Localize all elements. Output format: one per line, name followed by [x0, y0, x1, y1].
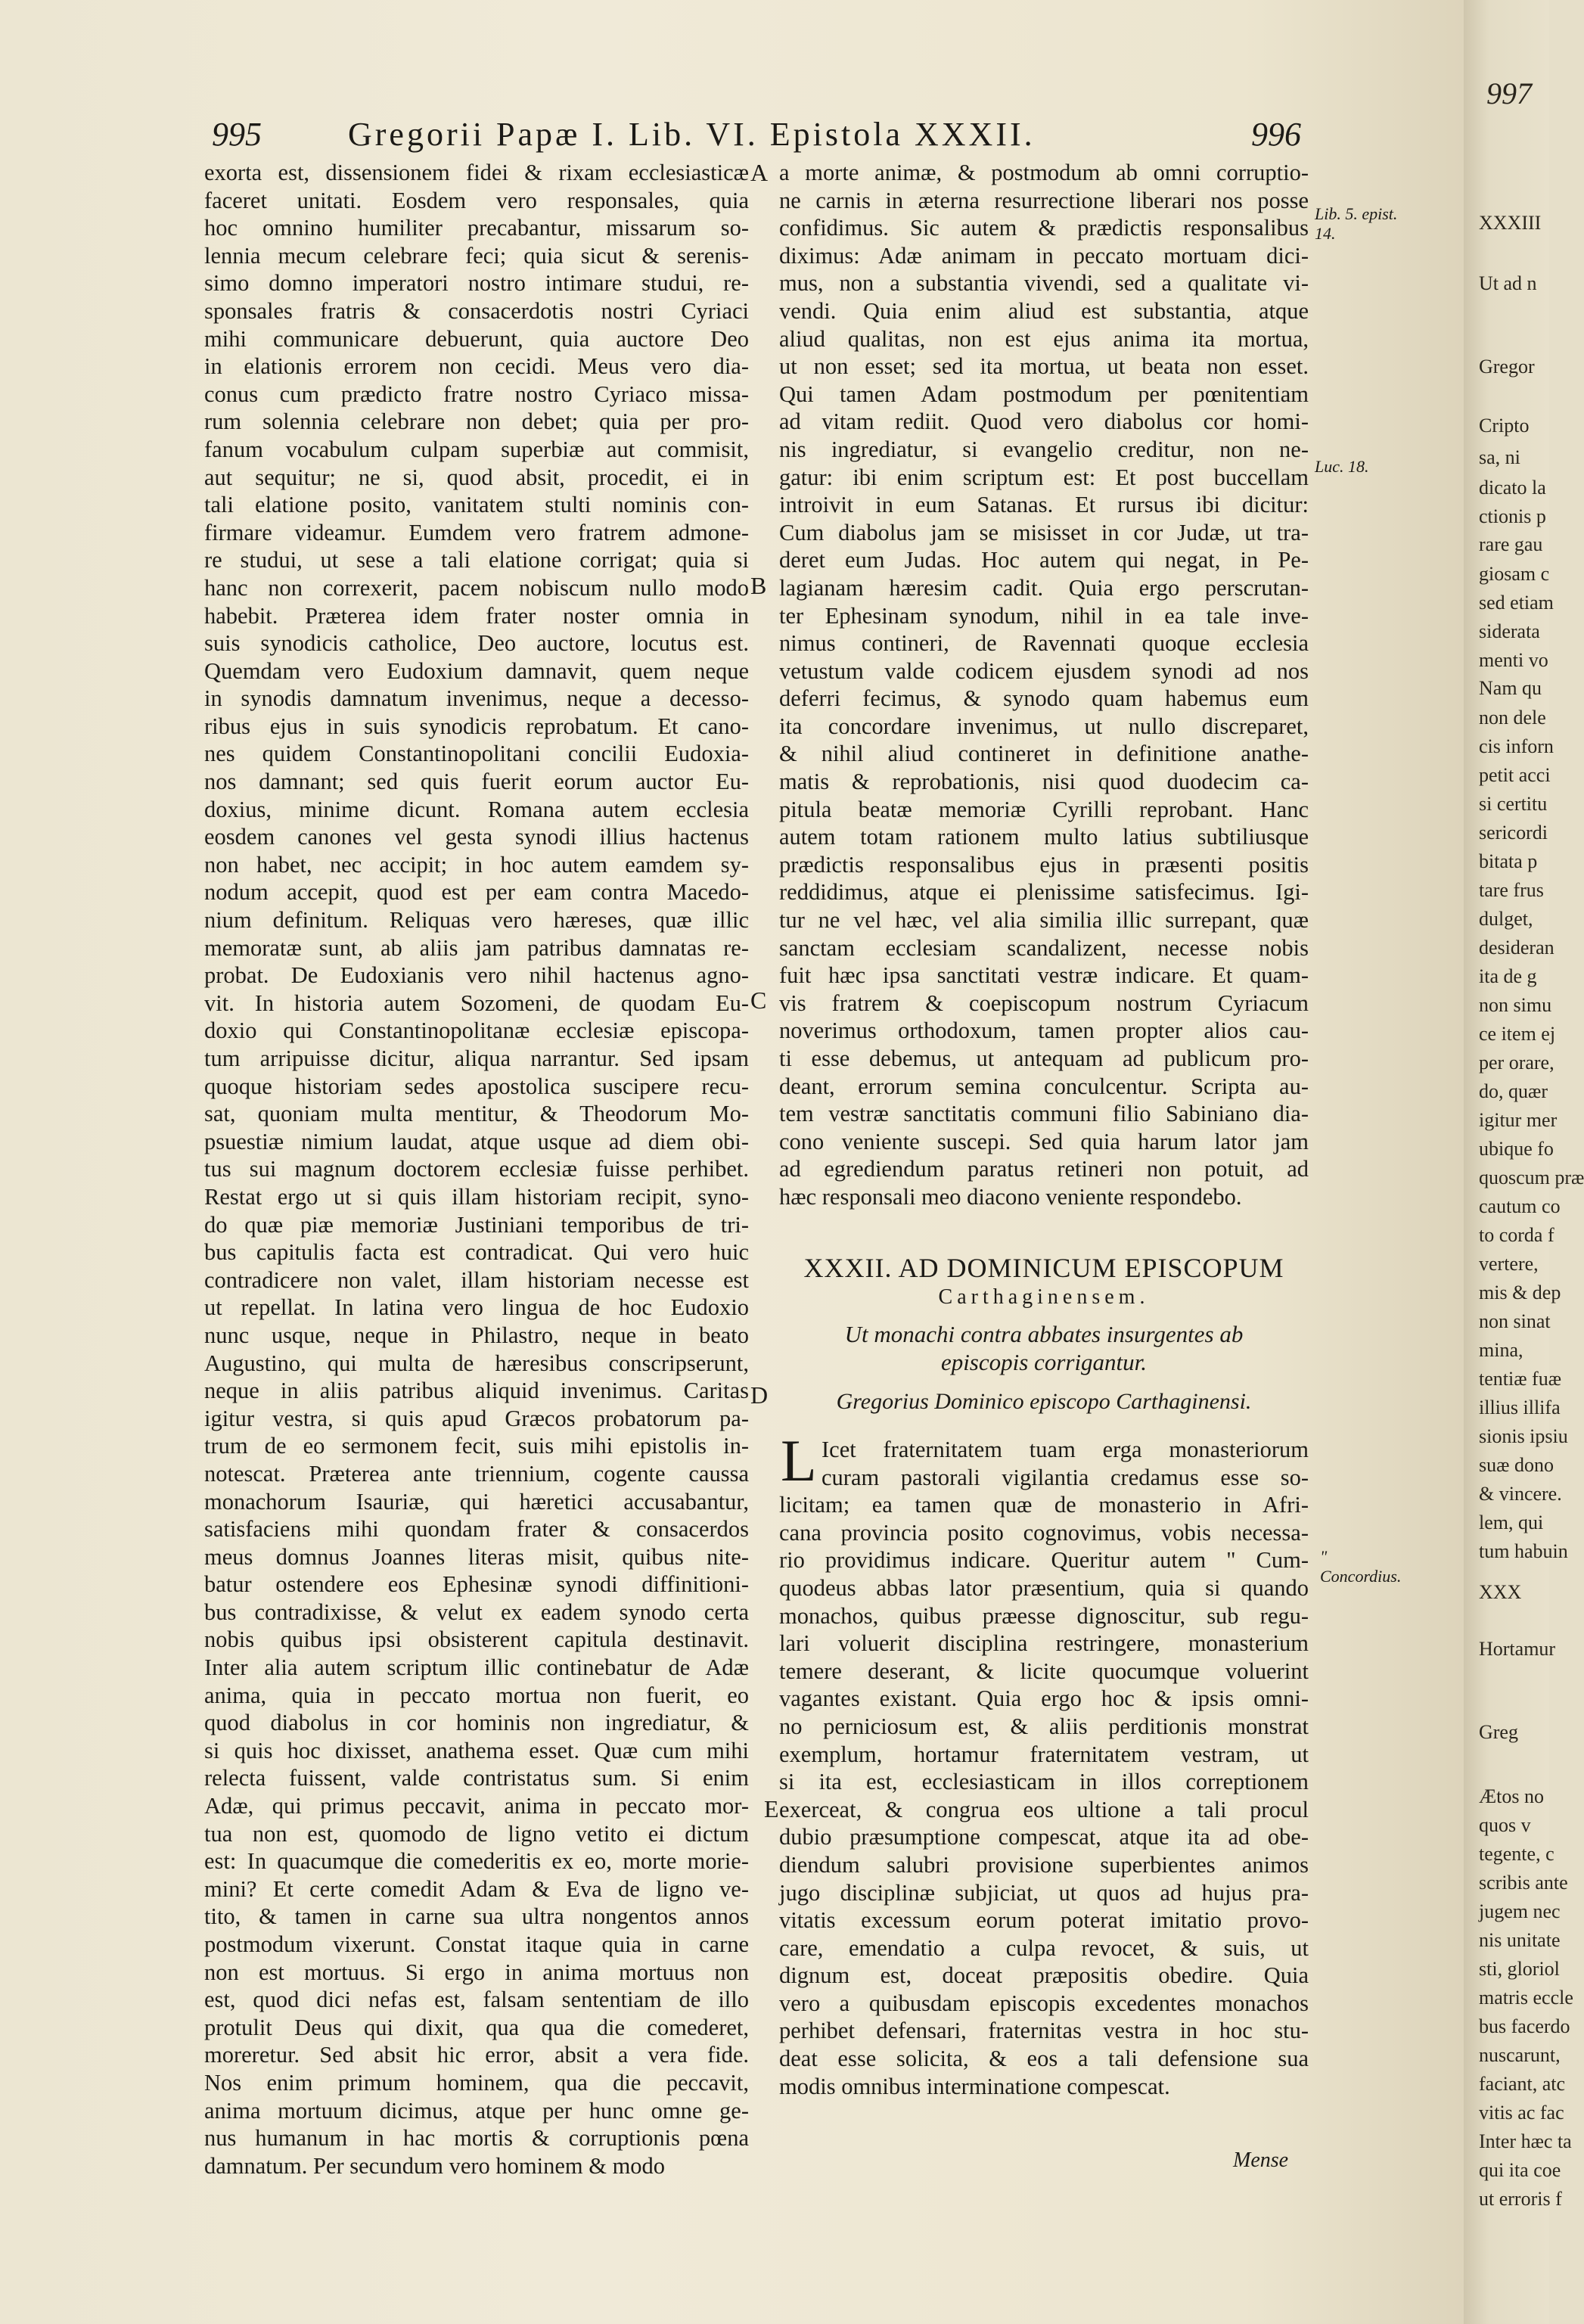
- text-line: modis omnibus interminatione compescat.: [779, 2073, 1170, 2099]
- text-line: sat, quoniam multa mentitur, & Theodorum Mo-: [204, 1101, 749, 1127]
- adjacent-page-line: Inter hæc ta: [1479, 2130, 1572, 2152]
- summary-line: episcopis corrigantur.: [940, 1349, 1148, 1375]
- adjacent-page-line: sionis ipsiu: [1479, 1425, 1568, 1447]
- text-line: ita concordare invenimus, ut nullo discreparet,: [779, 713, 1309, 739]
- section-mark-d: D: [750, 1381, 769, 1409]
- letter-summary: [779, 1320, 1309, 1376]
- text-line: ad egrediendum paratus retineri non potuit, ad: [779, 1156, 1309, 1182]
- adjacent-page-line: tentiæ fuæ: [1479, 1368, 1562, 1390]
- adjacent-page-line: XXXIII: [1479, 212, 1542, 234]
- text-line: reddidimus, atque ei plenissime satisfecimus. Igi-: [779, 879, 1309, 906]
- text-line: vetustum valde codicem ejusdem synodi ad nos: [779, 657, 1309, 684]
- text-line: sponsales fratris & consacerdotis nostri Cyriaci: [204, 297, 749, 324]
- text-line: monachorum Isauriæ, qui hæretici accusabantur,: [204, 1488, 749, 1515]
- text-line: do quæ piæ memoriæ Justiniani temporibus de tri-: [204, 1211, 749, 1238]
- adjacent-page-line: tare frus: [1479, 879, 1544, 901]
- text-line: dignum est, doceat præpositis obedire. Quia: [779, 1962, 1309, 1989]
- adjacent-page-line: rare gau: [1479, 533, 1543, 555]
- text-line: eosdem canones vel gesta synodi illius hactenus: [204, 824, 749, 850]
- text-line: memoratæ sunt, ab aliis jam patribus damnatas re-: [204, 934, 749, 961]
- text-line: exerceat, & congrua eos ultione a tali procul: [779, 1796, 1309, 1822]
- text-line: vit. In historia autem Sozomeni, de quodam Eu-: [204, 990, 749, 1016]
- text-line: Nos enim primum hominem, qua die peccavit,: [204, 2069, 749, 2096]
- text-line: relecta fuissent, valde contristatus sum. Si enim: [204, 1765, 749, 1791]
- adjacent-page-line: Gregor: [1479, 356, 1535, 377]
- text-line: Cum diabolus jam se misisset in cor Judæ, ut tra-: [779, 519, 1309, 545]
- adjacent-page-line: per orare,: [1479, 1052, 1554, 1073]
- text-line: quod diabolus in cor hominis non ingrediatur, &: [204, 1710, 749, 1736]
- adjacent-page-line: giosam c: [1479, 563, 1550, 585]
- adjacent-page-line: ut erroris f: [1479, 2188, 1562, 2210]
- text-line: nodum accepit, quod est per eam contra Macedo-: [204, 879, 749, 906]
- text-line: est, quod dici nefas est, falsam sententiam de illo: [204, 1987, 749, 2013]
- text-line: si quis hoc dixisset, anathema esset. Quæ cum mihi: [204, 1737, 749, 1763]
- adjacent-page-line: suæ dono: [1479, 1454, 1554, 1476]
- section-mark-a: A: [750, 159, 769, 186]
- text-line: deat esse solicita, & eos a tali defensione sua: [779, 2046, 1309, 2072]
- adjacent-page-line: vertere,: [1479, 1253, 1539, 1275]
- text-line: vero a quibusdam episcopis excedentes monachos: [779, 1990, 1309, 2016]
- text-line: deret eum Judas. Hoc autem qui negat, in Pe-: [779, 547, 1309, 573]
- text-line: quodeus abbas lator præsentium, quia si quando: [779, 1574, 1309, 1601]
- adjacent-page-line: Ut ad n: [1479, 272, 1537, 294]
- text-line: igitur vestra, si quis apud Græcos probatorum pa-: [204, 1405, 749, 1431]
- text-line: tus sui magnum doctorem ecclesiæ fuisse perhibet.: [204, 1156, 749, 1182]
- text-line: jugo disciplinæ subjiciat, ut quos ad hujus pra-: [779, 1879, 1309, 1906]
- text-line: prædictis responsalibus ejus in præsenti positis: [779, 851, 1309, 878]
- text-line: Icet fraternitatem tuam erga monasteriorum: [822, 1437, 1309, 1462]
- text-line: nus humanum in hac mortis & corruptionis pœna: [204, 2125, 749, 2152]
- text-line: exemplum, hortamur fraternitatem vestram, ut: [779, 1741, 1309, 1767]
- letter-body: [779, 1428, 1309, 2100]
- text-line: anima mortuum dicimus, atque per hunc omne ge-: [204, 2097, 749, 2124]
- text-line: probat. De Eudoxianis vero nihil hactenus agno-: [204, 962, 749, 989]
- text-line: vitatis excessum eorum poterat imitatio provo-: [779, 1907, 1309, 1934]
- text-line: nes quidem Constantinopolitani concilii Eudoxia-: [204, 741, 749, 767]
- text-line: ne carnis in æterna resurrectione liberari nos posse: [779, 187, 1309, 213]
- section-mark-c: C: [750, 986, 767, 1014]
- text-line: confidimus. Sic autem & prædictis responsalibus: [779, 215, 1309, 241]
- adjacent-page-line: non dele: [1479, 707, 1546, 729]
- text-line: ti esse debemus, ut antequam ad publicum pro-: [779, 1045, 1309, 1071]
- margin-note-luc: Luc. 18.: [1315, 457, 1369, 476]
- text-line: ter Ephesinam synodum, nihil in ea tale inve-: [779, 602, 1309, 629]
- text-line: perhibet defensari, fraternitas vestra in hoc stu-: [779, 2018, 1309, 2044]
- text-line: & nihil aliud contineret in definitione anathe-: [779, 741, 1309, 767]
- adjacent-page-line: matris eccle: [1479, 1987, 1573, 2009]
- text-line: diendum salubri provisione superbientes animos: [779, 1851, 1309, 1878]
- text-line: notescat. Præterea ante triennium, cogente caussa: [204, 1460, 749, 1487]
- text-line: simo domno imperatori nostro intimare studui, re-: [204, 270, 749, 297]
- adjacent-page-line: Ætos no: [1479, 1785, 1544, 1807]
- adjacent-page-line: non sinat: [1479, 1310, 1551, 1332]
- text-line: hanc non correxerit, pacem nobiscum nullo modo: [204, 574, 749, 601]
- text-line: sanctam ecclesiam scandalizent, necesse nobis: [779, 934, 1309, 961]
- text-line: Qui tamen Adam postmodum per pœnitentiam: [779, 381, 1309, 407]
- adjacent-page-line: dicato la: [1479, 477, 1546, 499]
- adjacent-page-line: nis unitate: [1479, 1929, 1561, 1951]
- adjacent-page-number: 997: [1486, 76, 1532, 110]
- text-line: gatur: ibi enim scriptum est: Et post buccellam: [779, 464, 1309, 490]
- adjacent-page-line: lem, qui: [1479, 1512, 1544, 1533]
- adjacent-page-line: petit acci: [1479, 764, 1551, 786]
- text-line: tali elatione posito, vanitatem stulti nominis con-: [204, 492, 749, 518]
- adjacent-page-line: menti vo: [1479, 649, 1548, 671]
- adjacent-page-line: siderata: [1479, 620, 1540, 642]
- text-line: non habet, nec accipit; in hoc autem eamdem sy-: [204, 851, 749, 878]
- text-line: matis & reprobationis, nisi quod duodecim ca-: [779, 769, 1309, 795]
- adjacent-page-line: qui ita coe: [1479, 2159, 1561, 2181]
- adjacent-page-line: XXX: [1479, 1581, 1522, 1603]
- text-line: introivit in eum Satanas. Et rursus ibi dicitur:: [779, 492, 1309, 518]
- text-line: tur ne vel hæc, vel alia similia illic surrepant, quæ: [779, 907, 1309, 934]
- text-line: moreretur. Sed absit hic error, absit a vera fide.: [204, 2042, 749, 2068]
- text-line: tum arripuisse dicitur, aliqua narrantur. Sed ipsam: [204, 1045, 749, 1071]
- text-line: Inter alia autem scriptum illic continebatur de Adæ: [204, 1654, 749, 1681]
- text-line: nis ingrediatur, si evangelio creditur, non ne-: [779, 436, 1309, 462]
- text-line: bus capitulis facta est contradicat. Qui vero huic: [204, 1239, 749, 1266]
- text-line: cana provincia posito cognovimus, vobis necessa-: [779, 1519, 1309, 1546]
- page-header: [212, 104, 1301, 157]
- adjacent-page-line: quoscum præ: [1479, 1167, 1584, 1188]
- text-line: noverimus orthodoxum, tamen propter alios cau-: [779, 1018, 1309, 1044]
- left-column-text: [204, 159, 749, 2180]
- adjacent-page-line: Hortamur: [1479, 1638, 1556, 1660]
- drop-initial: L: [781, 1428, 817, 1493]
- text-line: mihi communicare debuerunt, quia auctore Deo: [204, 325, 749, 352]
- text-line: in elationis errorem non cecidi. Meus vero dia-: [204, 353, 749, 380]
- adjacent-page-line: jugem nec: [1479, 1900, 1561, 1922]
- adjacent-page-line: tum habuin: [1479, 1540, 1568, 1562]
- text-line: nium definitum. Reliquas vero hæreses, quæ illic: [204, 907, 749, 934]
- letter-heading: [779, 1252, 1309, 1310]
- margin-note-lib: Lib. 5. epist. 14.: [1315, 204, 1398, 243]
- catchword: Mense: [1233, 2148, 1289, 2172]
- text-line: mus, non a substantia vivendi, sed a qualitate vi-: [779, 270, 1309, 297]
- text-line: anima, quia in peccato mortua non fuerit, eo: [204, 1682, 749, 1708]
- text-line: suis synodicis catholice, Deo auctore, locutus est.: [204, 630, 749, 657]
- text-line: Adæ, qui primus peccavit, anima in peccato mor-: [204, 1793, 749, 1819]
- text-line: nimus contineri, de Ravennati quoque ecclesia: [779, 630, 1309, 657]
- text-line: lennia mecum celebrare feci; quia sicut & serenis-: [204, 242, 749, 269]
- text-line: no perniciosum est, & aliis perditionis monstrat: [779, 1713, 1309, 1739]
- adjacent-page-line: bus facerdo: [1479, 2015, 1570, 2037]
- adjacent-page-line: Cripto: [1479, 415, 1530, 437]
- running-title: Gregorii Papæ I. Lib. VI. Epistola XXXII.: [348, 116, 1036, 153]
- text-line: aliud qualitas, non est ejus anima ita mortua,: [779, 325, 1309, 352]
- text-line: deant, errorum semina conculcentur. Scripta au-: [779, 1073, 1309, 1099]
- text-line: aut sequitur; ne si, quod absit, procedit, ei in: [204, 464, 749, 490]
- text-line: doxio qui Constantinopolitanæ ecclesiæ episcopa-: [204, 1018, 749, 1044]
- adjacent-page-line: sti, gloriol: [1479, 1958, 1560, 1980]
- text-line: a morte animæ, & postmodum ab omni corruptio-: [779, 160, 1309, 185]
- adjacent-page-line: Greg: [1479, 1721, 1518, 1743]
- text-line: diximus: Adæ animam in peccato mortuam dici-: [779, 242, 1309, 269]
- text-line: in synodis damnatum invenimus, neque a decesso-: [204, 685, 749, 712]
- summary-line: Ut monachi contra abbates insurgentes ab: [844, 1321, 1244, 1347]
- text-line: hoc omnino humiliter precabantur, missarum so-: [204, 215, 749, 241]
- adjacent-page-line: dulget,: [1479, 908, 1533, 930]
- text-line: protulit Deus qui dixit, qua qua die comederet,: [204, 2014, 749, 2040]
- text-line: vagantes existant. Quia ergo hoc & ipsis omni-: [779, 1686, 1309, 1712]
- text-line: postmodum vixerunt. Constat itaque quia in carne: [204, 1931, 749, 1957]
- text-line: care, emendatio a culpa revocet, & suis, ut: [779, 1934, 1309, 1961]
- margin-note-concor: " Concordius.: [1320, 1547, 1402, 1586]
- text-line: neque in aliis patribus aliquid invenimus. Caritas: [204, 1378, 749, 1404]
- text-line: rum solennia celebrare non debet; quia per pro-: [204, 409, 749, 435]
- text-line: ut repellat. In latina vero lingua de hoc Eudoxio: [204, 1294, 749, 1321]
- adjacent-page-line: mis & dep: [1479, 1282, 1561, 1303]
- text-line: pitula beatæ memoriæ Cyrilli reprobant. Hanc: [779, 796, 1309, 822]
- text-line: curam pastorali vigilantia credamus esse so-: [822, 1464, 1309, 1490]
- adjacent-page-line: desideran: [1479, 937, 1554, 958]
- adjacent-page-line: ita de g: [1479, 965, 1537, 987]
- letter-salutation: Gregorius Dominico episcopo Carthaginensi.: [836, 1389, 1252, 1414]
- text-line: Restat ergo ut si quis illam historiam recipit, syno-: [204, 1183, 749, 1210]
- adjacent-page-line: nuscarunt,: [1479, 2044, 1561, 2066]
- adjacent-page-line: sed etiam: [1479, 592, 1554, 614]
- text-line: nobis quibus ipsi obsisterent capitula destinavit.: [204, 1626, 749, 1653]
- text-line: batur ostendere eos Ephesinæ synodi diffinitioni-: [204, 1571, 749, 1598]
- text-line: psuestiæ nimium laudat, atque usque ad diem obi-: [204, 1128, 749, 1154]
- text-line: hæc responsali meo diacono veniente respondebo.: [779, 1183, 1242, 1210]
- text-line: dubio præsumptione compescat, atque ita ad obe-: [779, 1824, 1309, 1850]
- section-mark-b: B: [750, 572, 767, 599]
- adjacent-page-edge: [1464, 0, 1584, 2324]
- text-line: Quemdam vero Eudoxium damnavit, quem neque: [204, 657, 749, 684]
- text-line: vis fratrem & coepiscopum nostrum Cyriacum: [779, 990, 1309, 1016]
- text-line: tito, & tamen in carne sua ultra nongentos annos: [204, 1903, 749, 1930]
- text-line: bus contradixisse, & velut ex eadem synodo certa: [204, 1599, 749, 1625]
- text-line: lari voluerit disciplina restringere, monasterium: [779, 1630, 1309, 1657]
- text-line: nos damnant; sed quis fuerit eorum auctor Eu-: [204, 769, 749, 795]
- adjacent-page-line: sa, ni: [1479, 446, 1520, 468]
- adjacent-page-line: ce item ej: [1479, 1023, 1556, 1045]
- adjacent-page-line: Nam qu: [1479, 677, 1542, 699]
- letter-title: XXXII. AD DOMINICUM EPISCOPUM: [803, 1253, 1284, 1283]
- adjacent-page-line: do, quær: [1479, 1080, 1548, 1102]
- adjacent-page-line: si certitu: [1479, 793, 1548, 815]
- text-line: vendi. Quia enim aliud est substantia, atque: [779, 297, 1309, 324]
- text-line: exorta est, dissensionem fidei & rixam ecclesiasticæ: [204, 160, 749, 185]
- text-line: damnatum. Per secundum vero hominem & modo: [204, 2152, 666, 2179]
- adjacent-page-line: scribis ante: [1479, 1872, 1568, 1894]
- text-line: autem totam rationem multo latius subtiliusque: [779, 824, 1309, 850]
- adjacent-page-line: & vincere.: [1479, 1483, 1562, 1505]
- text-line: lagianam hæresim cadit. Quia ergo perscrutan-: [779, 574, 1309, 601]
- text-line: re studui, ut sese a tali elatione corrigat; quia si: [204, 547, 749, 573]
- text-line: licitam; ea tamen quæ de monasterio in Afri-: [779, 1492, 1309, 1518]
- adjacent-page-line: ctionis p: [1479, 505, 1546, 527]
- text-line: satisfaciens mihi quondam frater & consacerdos: [204, 1516, 749, 1543]
- text-line: est: In quacumque die comederitis ex eo, morte morie-: [204, 1848, 749, 1875]
- text-line: fuit hæc ipsa sanctitati vestræ indicare. Et quam-: [779, 962, 1309, 989]
- right-column-text: [779, 159, 1309, 1211]
- text-line: rio providimus indicare. Queritur autem " Cum-: [779, 1547, 1309, 1574]
- text-line: ut non esset; sed ita mortua, ut beata non esset.: [779, 353, 1309, 380]
- adjacent-page-line: quos v: [1479, 1814, 1531, 1836]
- text-line: nunc usque, neque in Philastro, neque in beato: [204, 1322, 749, 1348]
- adjacent-page-line: ubique fo: [1479, 1138, 1554, 1160]
- adjacent-page-line: non simu: [1479, 994, 1552, 1016]
- text-line: deferri fecimus, & synodo quam habemus eum: [779, 685, 1309, 712]
- adjacent-page-line: mina,: [1479, 1339, 1523, 1361]
- section-mark-e: E: [764, 1795, 779, 1822]
- adjacent-page-line: sericordi: [1479, 822, 1548, 844]
- text-line: ad vitam rediit. Quod vero diabolus cor homi-: [779, 409, 1309, 435]
- text-line: trum de eo sermonem fecit, suis mihi epistolis in-: [204, 1433, 749, 1459]
- text-line: habebit. Præterea idem frater noster omnia in: [204, 602, 749, 629]
- text-line: conus cum prædicto fratre nostro Cyriaco missa-: [204, 381, 749, 407]
- text-line: cono veniente suscepi. Sed quia harum lator jam: [779, 1128, 1309, 1154]
- adjacent-page-line: cautum co: [1479, 1195, 1561, 1217]
- letter-title-sub: Carthaginensem.: [938, 1285, 1150, 1309]
- text-line: si ita est, ecclesiasticam in illos correptionem: [779, 1769, 1309, 1795]
- text-line: Augustino, qui multa de hæresibus conscripserunt,: [204, 1350, 749, 1376]
- text-line: quoque historiam sedes apostolica suscipere recu-: [204, 1073, 749, 1099]
- text-line: firmare videamur. Eumdem vero fratrem admone-: [204, 519, 749, 545]
- page-number-left: 995: [212, 116, 262, 153]
- text-line: fanum vocabulum culpam superbiæ aut commisit,: [204, 436, 749, 462]
- text-line: meus domnus Joannes literas misit, quibus nite-: [204, 1543, 749, 1570]
- adjacent-page-line: illius illifa: [1479, 1397, 1561, 1418]
- text-line: contradicere non valet, illam historiam necesse est: [204, 1266, 749, 1293]
- text-line: tem vestræ sanctitatis communi filio Sabiniano dia-: [779, 1101, 1309, 1127]
- adjacent-page-line: vitis ac fac: [1479, 2102, 1564, 2124]
- adjacent-page-line: bitata p: [1479, 850, 1538, 872]
- text-line: monachos, quibus præesse dignoscitur, sub regu-: [779, 1602, 1309, 1629]
- text-line: non est mortuus. Si ergo in anima mortuus non: [204, 1959, 749, 1985]
- adjacent-page-line: faciant, atc: [1479, 2073, 1566, 2095]
- text-line: temere deserant, & licite quocumque voluerint: [779, 1658, 1309, 1684]
- text-line: faceret unitati. Eosdem vero responsales, quia: [204, 187, 749, 213]
- text-line: doxius, minime dicunt. Romana autem ecclesia: [204, 796, 749, 822]
- adjacent-page-line: tegente, c: [1479, 1843, 1554, 1865]
- adjacent-page-line: igitur mer: [1479, 1109, 1558, 1131]
- adjacent-page-line: to corda f: [1479, 1224, 1554, 1246]
- text-line: ribus ejus in suis synodicis reprobatum. Et cano-: [204, 713, 749, 739]
- page-number-right: 996: [1251, 116, 1301, 153]
- text-line: tua non est, quomodo de ligno vetito ei dictum: [204, 1820, 749, 1847]
- text-line: mini? Et certe comedit Adam & Eva de ligno ve-: [204, 1875, 749, 1902]
- adjacent-page-line: cis inforn: [1479, 735, 1554, 757]
